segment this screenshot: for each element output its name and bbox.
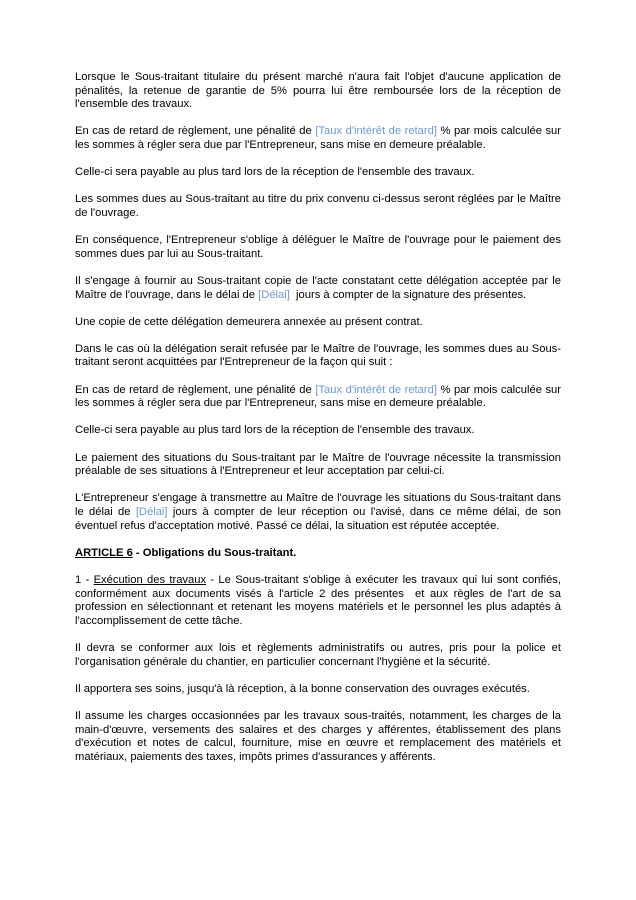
text-run: En cas de retard de règlement, une pénalité de (75, 125, 316, 138)
text-run: En conséquence, l'Entrepreneur s'oblige à déléguer le Maître de l'ouvrage pour le paiement des sommes dues par lui au Sous-traitant. (75, 234, 561, 260)
paragraph-payable-reception-1 (75, 166, 561, 180)
text-run: Celle-ci sera payable au plus tard lors de la réception de l'ensemble des travaux. (75, 424, 475, 437)
paragraph-sommes-dues (75, 193, 561, 220)
text-run: Il assume les charges occasionnées par les travaux sous-traités, notamment, les charges de la main-d'œuvre, versements des salaires et des charges y afférentes, établissement des plans d'exécution et notes de calcul, fourniture, mise en œuvre et remplacement des matériels et matériaux, paiements des taxes, impôts primes d'assurances y afférents. (75, 709, 561, 763)
placeholder-field[interactable]: [Taux d'intérêt de retard] (315, 125, 437, 138)
paragraph-conservation-ouvrages (75, 683, 561, 697)
placeholder-field[interactable]: [Taux d'intérêt de retard] (315, 383, 437, 396)
paragraph-penalite-retard-1 (75, 125, 561, 152)
text-run: 1 - (75, 573, 94, 586)
text-run: % par mois calculée sur les sommes à régler sera due par l'Entrepreneur, sans mise en demeure préalable. (75, 125, 562, 151)
paragraph-delegation-refusee (75, 343, 561, 370)
paragraph-payable-reception-2 (75, 424, 561, 438)
paragraph-charges-sous-traites (75, 710, 561, 764)
heading-article-6 (75, 547, 561, 561)
text-run: - Le Sous-traitant s'oblige à exécuter les travaux qui lui sont confiés, conformément aux documents visés à l'article 2 des présentes et aux règles de l'art de sa profession en sélectionnant et retenant les moyens matériels et le personnel les plus adaptés à l'accomplissement de cette tâche. (75, 573, 561, 627)
text-run: Exécution des travaux (93, 573, 207, 586)
placeholder-field[interactable]: [Délai] (135, 506, 168, 518)
paragraph-penalite-retard-2 (75, 384, 561, 411)
text-run: L'Entrepreneur s'engage à transmettre au Maître de l'ouvrage les situations du Sous-traitant dans le délai de (75, 492, 561, 518)
paragraph-paiement-situations (75, 452, 561, 479)
text-run: jours à compter de la signature des présentes. (289, 288, 527, 301)
text-run: ARTICLE 6 (75, 546, 133, 559)
paragraph-transmission-situations (75, 492, 561, 533)
paragraph-execution-travaux (75, 574, 561, 628)
text-run: Les sommes dues au Sous-traitant au titre du prix convenu ci-dessus seront réglées par le Maître de l'ouvrage. (75, 193, 561, 219)
text-run: % par mois calculée sur les sommes à régler sera due par l'Entrepreneur, sans mise en demeure préalable. (75, 383, 562, 410)
paragraph-copie-acte-delegation (75, 275, 561, 302)
text-run: Une copie de cette délégation demeurera annexée au présent contrat. (75, 315, 423, 328)
text-run: - Obligations du Sous-traitant. (132, 546, 297, 559)
text-run: jours à compter de leur réception ou l'avisé, dans ce même délai, de son éventuel refus d'acceptation motivé. Passé ce délai, la situation est réputée acceptée. (75, 506, 561, 532)
placeholder-field[interactable]: [Délai] (258, 288, 290, 301)
paragraph-conformite-lois (75, 642, 561, 669)
text-run: Il s'engage à fournir au Sous-traitant copie de l'acte constatant cette délégation acceptée par le Maître de l'ouvrage, dans le délai de (75, 274, 561, 301)
text-run: Le paiement des situations du Sous-traitant par le Maître de l'ouvrage nécessite la transmission préalable de ses situations à l'Entrepreneur et leur acceptation par celui-ci. (75, 451, 561, 478)
paragraph-retenue-garantie (75, 71, 561, 112)
text-run: Lorsque le Sous-traitant titulaire du présent marché n'aura fait l'objet d'aucune application de pénalités, la retenue de garantie de 5% pourra lui être remboursée lors de la réception de l'ensemble des travaux. (75, 71, 561, 111)
document-body (75, 71, 561, 764)
text-run: Celle-ci sera payable au plus tard lors de la réception de l'ensemble des travaux. (75, 166, 475, 179)
text-run: En cas de retard de règlement, une pénalité de (75, 383, 316, 396)
text-run: Dans le cas où la délégation serait refusée par le Maître de l'ouvrage, les sommes dues au Sous-traitant seront acquittées par l'Entrepreneur de la façon qui suit : (75, 342, 561, 369)
text-run: Il apportera ses soins, jusqu'à là réception, à la bonne conservation des ouvrages exécutés. (75, 682, 530, 695)
text-run: Il devra se conformer aux lois et règlements administratifs ou autres, pris pour la police et l'organisation générale du chantier, en particulier concernant l'hygiène et la sécurité. (75, 641, 561, 668)
paragraph-delegation-paiement (75, 234, 561, 261)
paragraph-copie-annexee (75, 316, 561, 330)
